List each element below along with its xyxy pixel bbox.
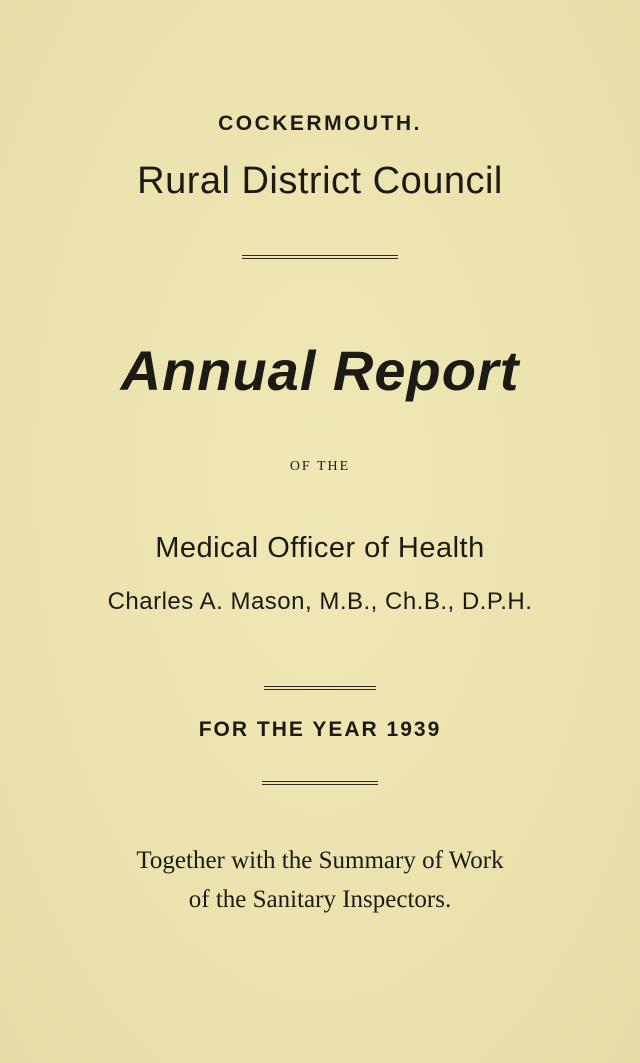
office-title: Medical Officer of Health [155, 532, 485, 564]
double-rule-divider [242, 255, 398, 259]
report-title: Annual Report [120, 339, 520, 402]
double-rule-divider [262, 781, 378, 785]
summary-line-2: of the Sanitary Inspectors. [188, 886, 452, 913]
officer-name: Charles A. Mason, M.B., Ch.B., D.P.H. [107, 588, 533, 615]
council-name: Rural District Council [137, 160, 503, 202]
of-the-label: OF THE [289, 459, 351, 474]
report-year: FOR THE YEAR 1939 [198, 718, 442, 741]
double-rule-divider [264, 686, 376, 690]
summary-line-1: Together with the Summary of Work [136, 847, 504, 874]
town-name: COCKERMOUTH. [218, 112, 422, 135]
